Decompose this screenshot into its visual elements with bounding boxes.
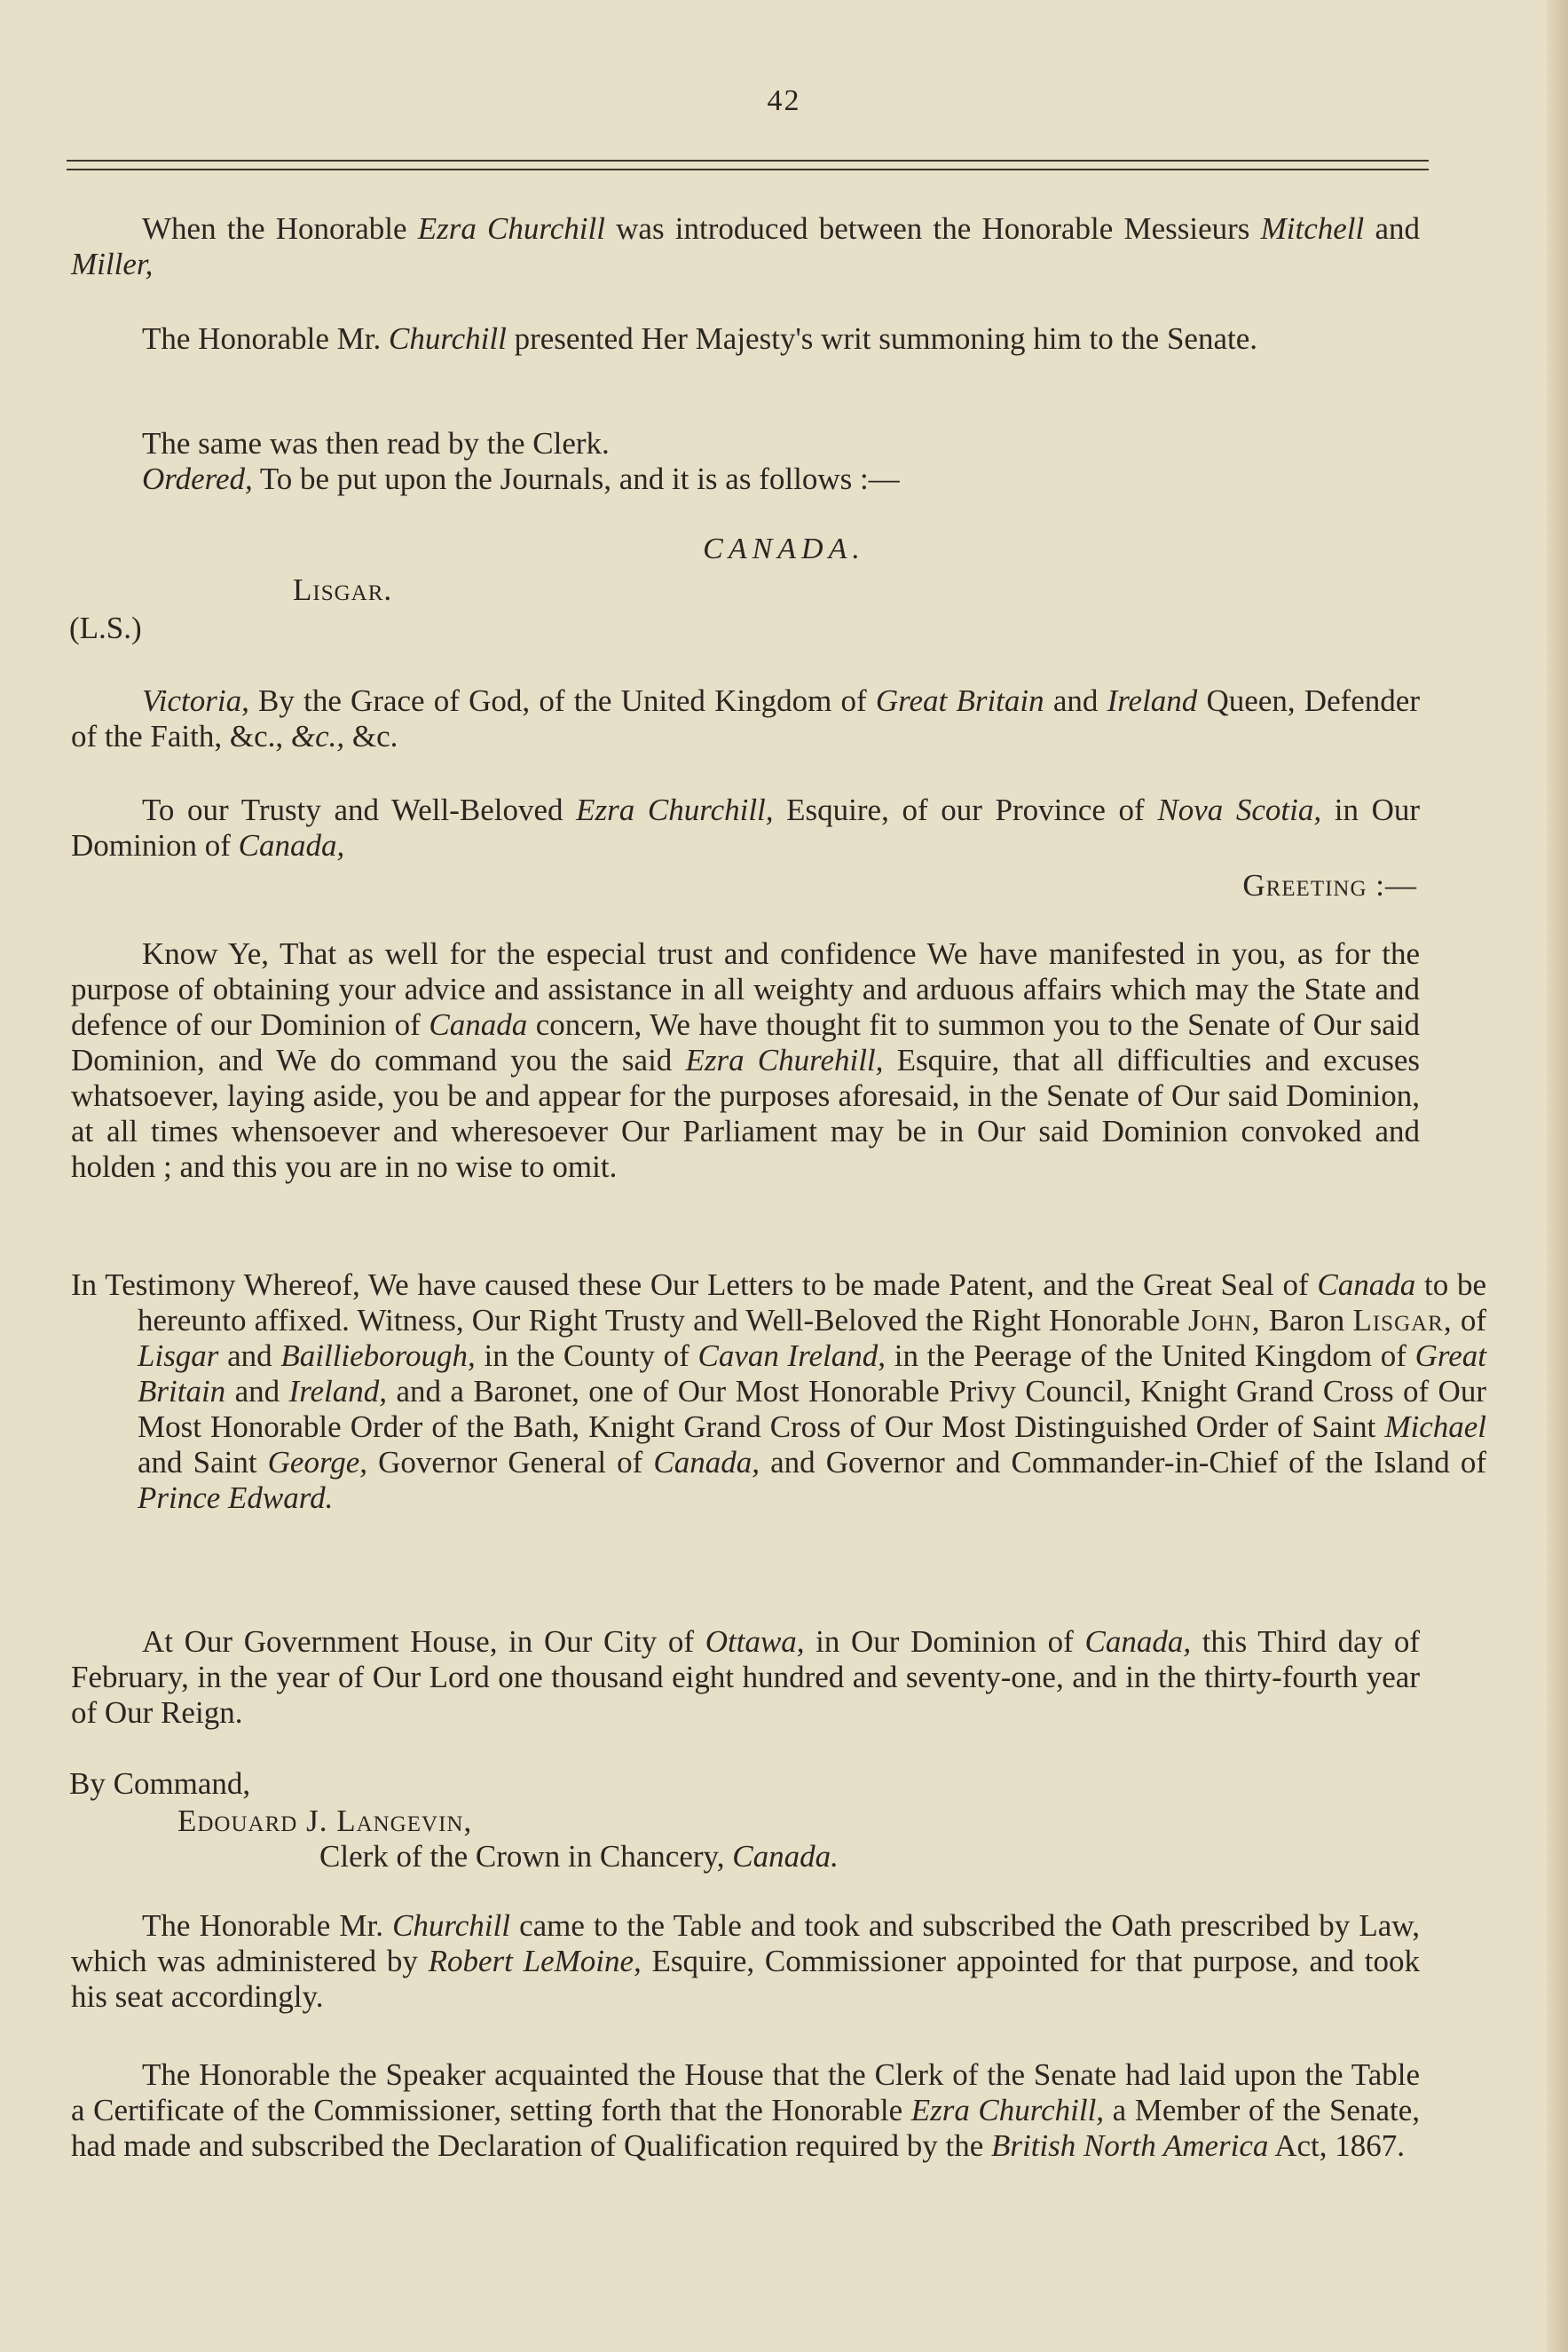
paragraph-oath: The Honorable Mr. Churchill came to the Table and took and subscribed the Oath prescribed by Law, which was administered by Robert LeMoine, Esquire, Commissioner appointed for that purpose, and took his seat accordingly. [71,1908,1420,2014]
paragraph-know-ye: Know Ye, That as well for the especial trust and confidence We have manifested in you, as for the purpose of obtaining your advice and assistance in all weighty and arduous affairs which may the State and defence of our Dominion of Canada concern, We have thought fit to summon you to the Senate of Our said Dominion, and We do command you the said Ezra Churehill, Esquire, that all difficulties and excuses whatsoever, laying aside, you be and appear for the purposes aforesaid, in the Senate of Our said Dominion, at all times whensoever and wheresoever Our Parliament may be in Our said Dominion convoked and holden ; and this you are in no wise to omit. [71,936,1421,1184]
paragraph-introduced: When the Honorable Ezra Churchill was introduced between the Honorable Messieurs Mitchell and Miller, [71,211,1420,281]
clerk-title: Clerk of the Crown in Chancery, Canada. [319,1839,839,1874]
langevin-signature: Edouard J. Langevin, [177,1803,473,1838]
paragraph-government-house: At Our Government House, in Our City of Ottawa, in Our Dominion of Canada, this Third day of February, in the year of Our Lord one thousand eight hundred and seventy-one, and in the thirty-fourth year of Our Reign. [71,1624,1420,1730]
paragraph-read: The same was then read by the Clerk. [142,426,610,461]
paragraph-writ: The Honorable Mr. Churchill presented Her Majesty's writ summoning him to the Senate. [142,321,1258,356]
header-rule-top [67,160,1429,162]
paragraph-testimony: In Testimony Whereof, We have caused these Our Letters to be made Patent, and the Great Seal of Canada to be hereunto affixed. Witness, Our Right Trusty and Well-Beloved the Right Honorable John, Baron Lisgar, of Lisgar and Baillieborough, in the County of Cavan Ireland, in the Peerage of the United Kingdom of Great Britain and Ireland, and a Baronet, one of Our Most Honorable Privy Council, Knight Grand Cross of Our Most Honorable Order of the Bath, Knight Grand Cross of Our Most Distinguished Order of Saint Michael and Saint George, Governor General of Canada, and Governor and Commander-in-Chief of the Island of Prince Edward. [71,1267,1487,1515]
paragraph-ordered: Ordered, To be put upon the Journals, and it is as follows :— [142,462,900,496]
paragraph-speaker: The Honorable the Speaker acquainted the House that the Clerk of the Senate had laid upon the Table a Certificate of the Commissioner, setting forth that the Honorable Ezra Churchill, a Member of the Senate, had made and subscribed the Declaration of Qualification required by the British North America Act, 1867. [71,2057,1420,2163]
lisgar-signature: Lisgar. [293,572,393,607]
paragraph-trusty: To our Trusty and Well-Beloved Ezra Churchill, Esquire, of our Province of Nova Scotia, in Our Dominion of Canada, [71,793,1421,863]
page-number: 42 [767,84,801,117]
by-command: By Command, [69,1766,251,1801]
page-edge-shadow [1547,0,1568,2352]
header-rule-bottom [67,169,1429,170]
canada-heading: CANADA. [703,533,865,565]
greeting: Greeting :— [1242,868,1417,903]
seal-mark: (L.S.) [69,611,142,645]
paragraph-victoria: Victoria, By the Grace of God, of the United Kingdom of Great Britain and Ireland Queen, Defender of the Faith, &c., &c., &c. [71,683,1420,754]
